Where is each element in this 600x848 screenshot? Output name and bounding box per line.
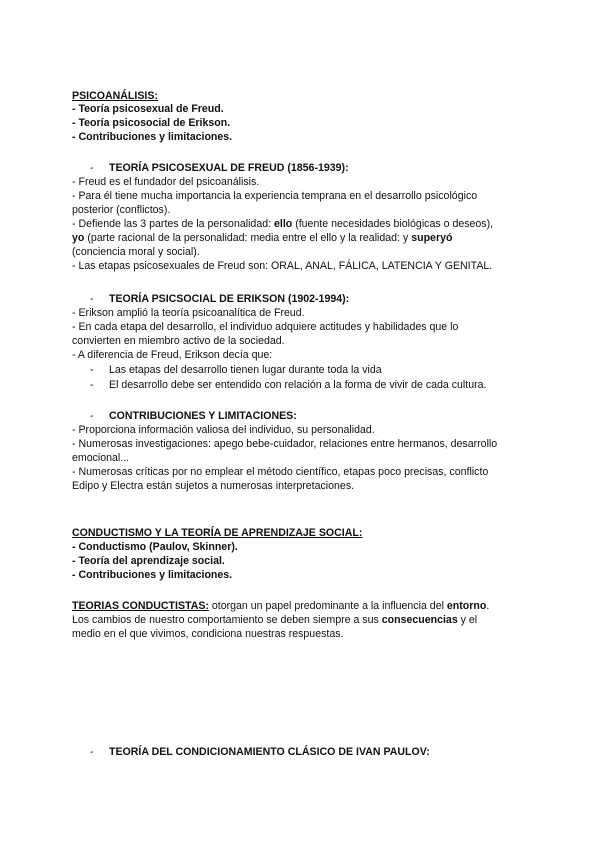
paragraph-line xyxy=(72,600,489,613)
sub-list-item xyxy=(90,379,486,392)
paragraph-line: - Para él tiene mucha importancia la experiencia temprana en el desarrollo psicológico xyxy=(72,190,478,202)
paragraph-line: (conciencia moral y social). xyxy=(72,246,200,258)
paragraph-line: posterior (conflictos). xyxy=(72,204,171,216)
paragraph-line: - Las etapas psicosexuales de Freud son: ORAL, ANAL, FÁLICA, LATENCIA Y GENITAL. xyxy=(72,260,493,272)
bullet-dash: - xyxy=(90,746,94,758)
paragraph-line: - Numerosas críticas por no emplear el método científico, etapas poco precisas, conflicto xyxy=(72,466,489,478)
text-run: otorgan un papel predominante a la influencia del xyxy=(208,600,447,612)
text-run: Los cambios de nuestro comportamiento se deben siempre a sus xyxy=(72,614,382,626)
paragraph-line: emocional... xyxy=(72,452,130,464)
paragraph-line: - Freud es el fundador del psicoanálisis. xyxy=(72,176,260,188)
sub-list-text: Las etapas del desarrollo tienen lugar durante toda la vida xyxy=(109,364,382,376)
paragraph-line xyxy=(72,614,477,627)
heading-text: TEORÍA DEL CONDICIONAMIENTO CLÁSICO DE IVAN PAULOV: xyxy=(109,746,430,758)
text-run: (fuente necesidades biológicas o deseos), xyxy=(292,218,494,230)
list-item: - Teoría del aprendizaje social. xyxy=(72,555,225,567)
section-title-conductismo: CONDUCTISMO Y LA TEORÍA DE APRENDIZAJE SOCIAL: xyxy=(72,527,363,539)
text-run: (parte racional de la personalidad: media entre el ello y la realidad: y xyxy=(84,232,412,244)
heading-contribuciones xyxy=(90,410,297,423)
heading-text: TEORÍA PSICSOCIAL DE ERIKSON (1902-1994): xyxy=(109,293,350,305)
bullet-dash: - xyxy=(90,410,94,422)
sub-list-item xyxy=(90,364,382,377)
bullet-dash: - xyxy=(90,364,94,376)
paragraph-line: - Proporciona información valiosa del individuo, su personalidad. xyxy=(72,424,375,436)
list-item: - Contribuciones y limitaciones. xyxy=(72,131,233,143)
heading-text: CONTRIBUCIONES Y LIMITACIONES: xyxy=(109,410,297,422)
list-item: - Contribuciones y limitaciones. xyxy=(72,569,233,581)
list-item: - Teoría psicosexual de Freud. xyxy=(72,103,224,115)
paragraph-line: convierten en miembro activo de la sociedad. xyxy=(72,335,285,347)
paragraph-line: Edipo y Electra están sujetos a numerosas interpretaciones. xyxy=(72,480,355,492)
paragraph-line xyxy=(72,232,452,245)
paragraph-line: medio en el que vivimos, condiciona nuestras respuestas. xyxy=(72,628,344,640)
bold-term-ello: ello xyxy=(274,218,293,230)
list-item: - Conductismo (Paulov, Skinner). xyxy=(72,541,238,553)
bold-term-consecuencias: consecuencias xyxy=(381,614,458,626)
paragraph-line xyxy=(72,218,493,231)
list-item: - Teoría psicosocial de Erikson. xyxy=(72,117,231,129)
text-run: y el xyxy=(457,614,478,626)
bullet-dash: - xyxy=(90,379,94,391)
bold-term-yo: yo xyxy=(72,232,85,244)
bold-term-superyo: superyó xyxy=(411,232,453,244)
bullet-dash: - xyxy=(90,293,94,305)
bullet-dash: - xyxy=(90,162,94,174)
bold-term-entorno: entorno xyxy=(446,600,487,612)
heading-freud xyxy=(90,162,349,175)
paragraph-line: - En cada etapa del desarrollo, el individuo adquiere actitudes y habilidades que lo xyxy=(72,321,459,333)
paragraph-line: - Erikson amplió la teoría psicoanalítica de Freud. xyxy=(72,307,305,319)
section-title-psicoanalisis: PSICOANÁLISIS: xyxy=(72,90,158,102)
heading-text: TEORÍA PSICOSEXUAL DE FREUD (1856-1939): xyxy=(109,162,349,174)
heading-pavlov xyxy=(90,746,430,759)
paragraph-line: - A diferencia de Freud, Erikson decía que: xyxy=(72,349,273,361)
paragraph-line: - Numerosas investigaciones: apego bebe-cuidador, relaciones entre hermanos, desarrollo xyxy=(72,438,498,450)
sub-list-text: El desarrollo debe ser entendido con relación a la forma de vivir de cada cultura. xyxy=(109,379,487,391)
text-run: . xyxy=(486,600,490,612)
heading-erikson xyxy=(90,293,349,306)
term-teorias-conductistas: TEORIAS CONDUCTISTAS: xyxy=(72,600,209,612)
text-run: - Defiende las 3 partes de la personalidad: xyxy=(72,218,274,230)
